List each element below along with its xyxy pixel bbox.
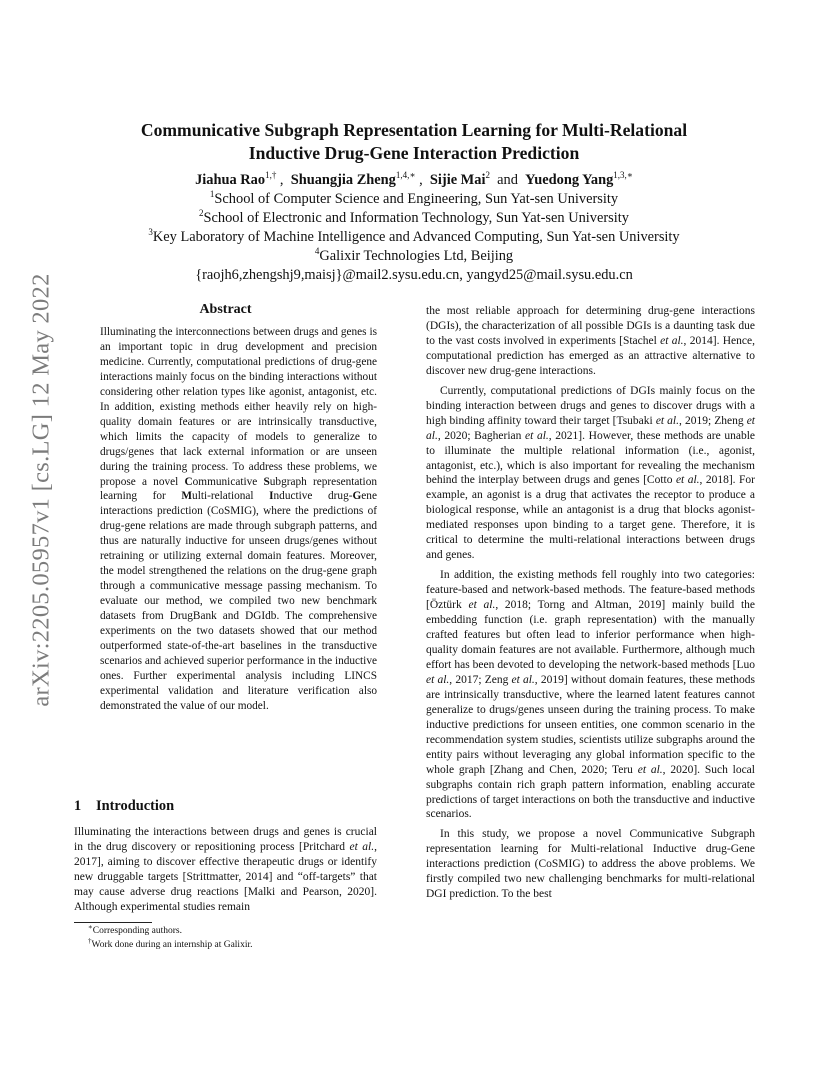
footnote-mark: ∗ xyxy=(88,923,93,931)
body-paragraph: In this study, we propose a novel Communicative Subgraph representation learning for Multi-relational Inductive drug-Gene interactions prediction (CoSMIG) to address the above problems. We firstly compiled two new challenging benchmarks for multi-relational DGI prediction. To the best xyxy=(426,828,755,901)
body-text: Currently, computational predictions of DGIs mainly focus on the binding interaction between drugs and genes to discover drugs with a high binding affinity toward their target [Tsubaki xyxy=(426,384,755,427)
body-text: In addition, the existing methods fell roughly into two categories: feature-based and network-based methods. The feature-based methods [Öztürk xyxy=(426,569,755,612)
body-text-italic: et al. xyxy=(468,599,496,612)
body-text-italic: et al. xyxy=(525,429,549,442)
abstract-text: nductive drug- xyxy=(273,490,353,503)
body-paragraph xyxy=(426,568,755,822)
abstract-text: Illuminating the interconnections between drugs and genes is an important topic in drug development and precision medicine. Currently, computational predictions of drug-gene interactions mainly focus on the binding interactions without considering other relation types like agonist, antagonist, etc. In addition, existing methods either heavily rely on high-quality domain features or are intrinsically transductive, which limits the capacity of models to generalize to drugs/genes that lack external information or are unseen during the training process. To address these problems, we propose a novel xyxy=(100,326,377,488)
title-line-2: Inductive Drug-Gene Interaction Prediction xyxy=(248,142,580,163)
affiliation xyxy=(60,209,768,228)
affiliation-sup: 3 xyxy=(148,227,153,237)
affiliation-sup: 4 xyxy=(314,246,320,256)
footnote-rule xyxy=(74,922,152,923)
section-number: 1 xyxy=(74,798,82,814)
affiliation-text: Galixir Technologies Ltd, Beijing xyxy=(319,248,514,264)
body-paragraph xyxy=(426,304,755,379)
body-text-italic: et al. xyxy=(655,414,680,427)
body-text-italic: et al. xyxy=(675,474,700,487)
affiliation xyxy=(60,228,768,247)
footnote-text: Corresponding authors. xyxy=(92,926,182,936)
body-text-italic: et al. xyxy=(349,840,375,853)
body-text: Illuminating the interactions between drugs and genes is crucial in the drug discovery or repositioning process [Pritchard xyxy=(74,826,377,853)
body-text: , 2020; Bagherian xyxy=(437,429,526,442)
arxiv-stamp xyxy=(22,273,62,707)
body-text: , 2019; Zheng xyxy=(679,414,747,427)
acronym-letter: S xyxy=(263,475,270,488)
body-text: , 2021]. However, these methods are unable to illuminate the multiple relational information (i.e., agonist, antagonist, etc.), which is also important for revealing the mechanism behind the interplay between drugs and genes [Cotto xyxy=(426,429,755,487)
affiliation-sup: 1 xyxy=(209,189,215,199)
body-text: , 2020]. Such local subgraphs contain rich graph pattern information, enabling accurate predictions of target interactions on both the transductive and inductive scenarios. xyxy=(426,763,755,821)
abstract-text: ommunicative xyxy=(192,475,264,488)
body-text-italic: et al. xyxy=(511,673,535,686)
body-text: , 2017; Zeng xyxy=(449,673,512,686)
affiliation xyxy=(60,247,768,266)
title-line-1: Communicative Subgraph Representation Learning for Multi-Relational xyxy=(140,120,688,140)
author-name: Jiahua Rao xyxy=(195,172,266,188)
author-sup: 2 xyxy=(485,170,490,180)
body-text: , 2019] without domain features, these methods are intrinsically transductive, where the learned latent features cannot generalize to drugs/genes unseen during the training process. To make inductive predictions for unseen entities, one common scenario in the recommendation system studies, scientists utilize subgraphs around the entity pairs without leveraging any global information specific to the whole graph [Zhang and Chen, 2020; Teru xyxy=(426,673,755,776)
affiliation-sup: 2 xyxy=(199,208,204,218)
body-text: , 2018; Torng and Altman, 2019] mainly build the embedding function (i.e. graph representation) with the manually crafted features but often lead to inferior performance when high-quality domain features are not available. Furthermore, although much effort has been devoted to developing the network-based methods [Luo xyxy=(426,599,756,671)
footnote xyxy=(74,936,377,953)
right-column xyxy=(426,304,755,902)
author-names: Jiahua Rao$^{1,\dagger}$ , Shuangjia Zheng$^{1,4,∗}$ , Sijie Mai$^2$ and Yuedong Yang$^{1,3,∗}$ xyxy=(195,170,633,188)
body-text: , 2018]. For example, an agonist is a drug that activates the receptor to produce a biological response, while an antagonist is a drug that blocks agonist-mediated responses upon binding to a target gene. Therefore, it is critical to determine the multi-relational interactions between drugs and genes. xyxy=(426,474,755,562)
footnotes xyxy=(74,925,377,952)
author-sup: 1,4,∗ xyxy=(395,170,416,180)
abstract-text: ene interactions prediction (CoSMIG), where the predictions of drug-gene relations are made through subgraph patterns, and thus are naturally inductive for unseen drugs/genes without retraining or utilizing external domain features. Moreover, the model strengthened the relations on the drug-gene graph through a communicative message passing mechanism. To evaluate our method, we compiled two new benchmark datasets from DrugBank and DGIdb. The comprehensive experiments on the two datasets showed that our method outperformed state-of-the-art baselines in the transductive scenarios and achieved superior performance in the inductive ones. Further experimental analysis including LINCS experimental validation and literature verification also demonstrated the value of our model. xyxy=(100,490,377,712)
footnote xyxy=(74,925,377,939)
acronym-letter: C xyxy=(184,475,193,488)
affiliation-text: Key Laboratory of Machine Intelligence and Advanced Computing, Sun Yat-sen University xyxy=(152,229,680,245)
section-heading-introduction xyxy=(74,798,377,815)
section-title: Introduction xyxy=(96,798,175,814)
body-text-italic: et al. xyxy=(426,414,756,442)
body-text: , 2014]. Hence, computational prediction has emerged as an attractive alternative to discover new drug-gene interactions. xyxy=(426,334,755,377)
abstract-text: ubgraph representation learning for xyxy=(100,475,377,503)
acronym-letter: M xyxy=(181,490,193,503)
body-text-italic: et al. xyxy=(660,334,684,347)
author-conjunction: and xyxy=(497,172,518,188)
abstract-heading: Abstract xyxy=(199,302,252,317)
affiliation-text: School of Computer Science and Engineering, Sun Yat-sen University xyxy=(214,191,619,207)
paper-title xyxy=(60,119,768,164)
author-sup: 1,† xyxy=(265,170,277,180)
body-text-italic: et al. xyxy=(637,763,663,776)
author-block xyxy=(60,171,768,285)
body-paragraph xyxy=(426,384,755,563)
author-emails[interactable]: {raojh6,zhengshj9,maisj}@mail2.sysu.edu.cn, yangyd25@mail.sysu.edu.cn xyxy=(195,267,633,283)
affiliation xyxy=(60,190,768,209)
acronym-letter: I xyxy=(269,490,274,503)
author-name: Yuedong Yang xyxy=(525,172,614,188)
abstract-text: ulti-relational xyxy=(192,490,270,503)
footnote-mark: † xyxy=(88,936,92,945)
affiliation-text: School of Electronic and Information Technology, Sun Yat-sen University xyxy=(203,210,629,226)
author-name: Shuangjia Zheng xyxy=(290,172,396,188)
arxiv-identifier[interactable]: arXiv:2205.05957v1 [cs.LG] 12 May 2022 xyxy=(28,273,56,707)
author-name: Sijie Mai xyxy=(429,172,486,188)
body-text-italic: et al. xyxy=(426,673,450,686)
footnote-text: Work done during an internship at Galixir. xyxy=(91,939,253,950)
author-sup: 1,3,∗ xyxy=(613,170,633,180)
body-text: the most reliable approach for determining drug-gene interactions (DGIs), the characterization of all possible DGIs is a daunting task due to the vast costs involved in experiments [Stachel xyxy=(426,305,755,347)
intro-paragraph xyxy=(74,825,377,915)
body-text: , 2017], aiming to discover effective therapeutic drugs or identify new druggable targets [Strittmatter, 2014] and “off-targets” that may cause adverse drug reactions [Malki and Pearson, 2020]. Although experimental studies remain xyxy=(74,840,377,913)
abstract-body xyxy=(100,325,377,714)
acronym-letter: G xyxy=(352,490,362,503)
